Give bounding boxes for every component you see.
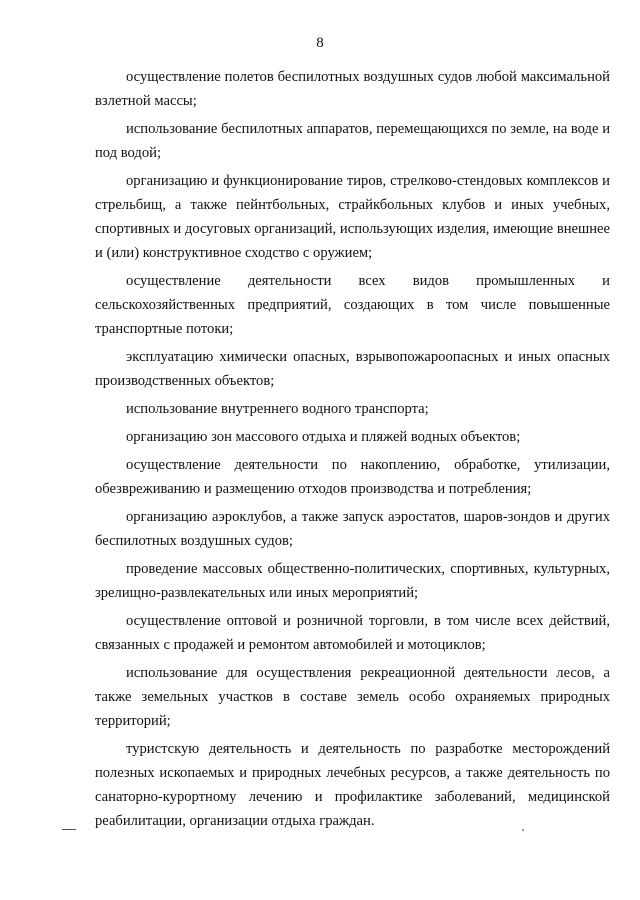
scan-artifact-dot xyxy=(522,829,524,831)
paragraph-waste-management: осуществление деятельности по накоплению, обработке, утилизации, обезвреживанию и размещению отходов производства и потребления; xyxy=(95,457,610,497)
body-text xyxy=(95,65,610,837)
paragraph-uav-flights: осуществление полетов беспилотных воздушных судов любой максимальной взлетной массы; xyxy=(95,69,610,109)
paragraph-shooting-ranges: организацию и функционирование тиров, стрелково-стендовых комплексов и стрельбищ, а также пейнтбольных, страйкбольных клубов и иных учебных, спортивных и досуговых организаций, использующих изделия, имеющие внешнее и (или) конструктивное сходство с оружием; xyxy=(95,173,610,261)
paragraph-tourism-and-health: туристскую деятельность и деятельность по разработке месторождений полезных ископаемых и природных лечебных ресурсов, а также деятельность по санаторно-курортному лечению и профилактике заболеваний, медицинской реабилитации, организации отдыха граждан. xyxy=(95,741,610,829)
paragraph-hazardous-facilities: эксплуатацию химически опасных, взрывопожароопасных и иных опасных производственных объектов; xyxy=(95,349,610,389)
paragraph-trade: осуществление оптовой и розничной торговли, в том числе всех действий, связанных с продажей и ремонтом автомобилей и мотоциклов; xyxy=(95,613,610,653)
page-number: 8 xyxy=(316,35,324,51)
paragraph-mass-events: проведение массовых общественно-политических, спортивных, культурных, зрелищно-развлекательных или иных мероприятий; xyxy=(95,561,610,601)
paragraph-aeroclubs: организацию аэроклубов, а также запуск аэростатов, шаров-зондов и других беспилотных воздушных судов; xyxy=(95,509,610,549)
scan-artifact-line xyxy=(62,829,76,830)
paragraph-unmanned-vehicles: использование беспилотных аппаратов, перемещающихся по земле, на воде и под водой; xyxy=(95,121,610,161)
paragraph-industrial-enterprises: осуществление деятельности всех видов промышленных и сельскохозяйственных предприятий, создающих в том числе повышенные транспортные потоки; xyxy=(95,273,610,337)
paragraph-recreation-zones: организацию зон массового отдыха и пляжей водных объектов; xyxy=(126,429,521,445)
paragraph-inland-water-transport: использование внутреннего водного транспорта; xyxy=(126,401,429,417)
paragraph-forest-recreation: использование для осуществления рекреационной деятельности лесов, а также земельных участков в составе земель особо охраняемых природных территорий; xyxy=(95,665,610,729)
